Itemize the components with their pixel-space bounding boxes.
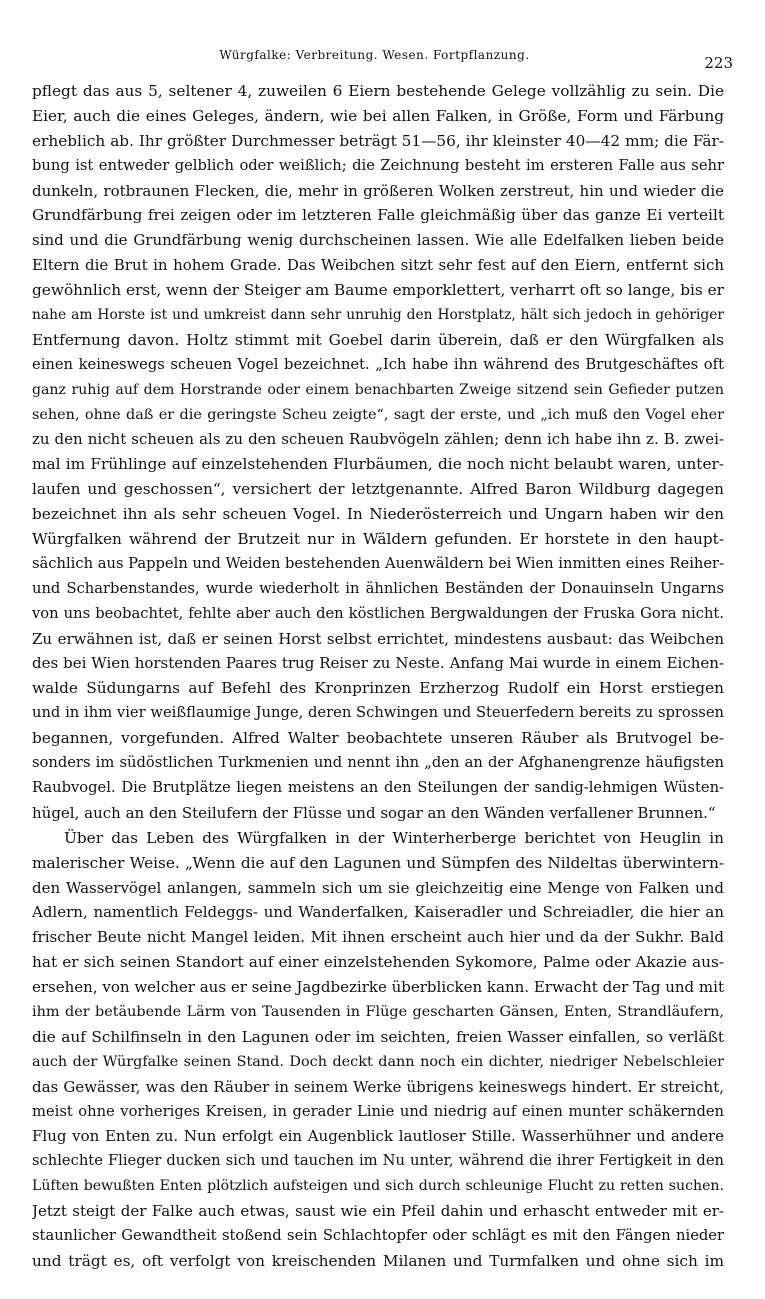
text-line: ihm der betäubende Lärm von Tausenden in Flüge gescharten Gänsen, Enten, Strandläufern, <box>32 1003 724 1020</box>
text-line: malerischer Weise. „Wenn die auf den Lagunen und Sümpfen des Nildeltas überwintern- <box>32 853 724 872</box>
text-line <box>32 1274 724 1299</box>
text-line: Flug von Enten zu. Nun erfolgt ein Augenblick lautloser Stille. Wasserhühner und andere <box>32 1127 724 1146</box>
text-line: schlechte Flieger ducken sich und tauchen im Nu unter, während die ihrer Fertigkeit in den <box>32 1152 724 1170</box>
text-line: Würgfalken während der Brutzeit nur in Wäldern gefunden. Er horstete in den haupt- <box>32 530 724 549</box>
text-line: walde Südungarns auf Befehl des Kronprinzen Erzherzog Rudolf ein Horst erstiegen <box>32 679 724 698</box>
text-line: und trägt es, oft verfolgt von kreischenden Milanen und Turmfalken und ohne sich im <box>32 1251 724 1270</box>
text-line: auch der Würgfalke seinen Stand. Doch deckt dann noch ein dichter, niedriger Nebelschleier <box>32 1053 724 1070</box>
text-line: erheblich ab. Ihr größter Durchmesser beträgt 51—56, ihr kleinster 40—42 mm; die Fär- <box>32 131 724 150</box>
text-line: sächlich aus Pappeln und Weiden bestehenden Auenwäldern bei Wien inmitten eines Reiher- <box>32 554 724 572</box>
text-line: frischer Beute nicht Mangel leiden. Mit ihnen erscheint auch hier und da der Sukhr. Bald <box>32 928 724 947</box>
text-line: sehen, ohne daß er die geringste Scheu zeigte“, sagt der erste, und „ich muß den Vogel eher <box>32 406 724 423</box>
running-header <box>32 40 733 72</box>
text-line: Raubvogel. Die Brutplätze liegen meistens an den Steilungen der sandig-lehmigen Wüsten- <box>32 778 724 796</box>
text-line: und in ihm vier weißflaumige Junge, deren Schwingen und Steuerfedern bereits zu sprossen <box>32 704 724 722</box>
text-line: Entfernung davon. Holtz stimmt mit Goebel darin überein, daß er den Würgfalken als <box>32 330 724 349</box>
text-line: pflegt das aus 5, seltener 4, zuweilen 6 Eiern bestehende Gelege vollzählig zu sein. Die <box>32 82 724 100</box>
body-text <box>32 79 724 1299</box>
text-line: von uns beobachtet, fehlte aber auch den köstlichen Bergwaldungen der Fruska Gora nicht. <box>32 604 724 622</box>
text-line: zu den nicht scheuen als zu den scheuen Raubvögeln zählen; denn ich habe ihn z. B. zwei- <box>32 430 724 449</box>
text-line: mal im Frühlinge auf einzelstehenden Flurbäumen, die noch nicht belaubt waren, unter- <box>32 455 724 474</box>
text-line: Adlern, namentlich Feldeggs- und Wanderfalken, Kaiseradler und Schreiadler, die hier an <box>32 903 724 922</box>
text-line: gewöhnlich erst, wenn der Steiger am Baume emporklettert, verharrt oft so lange, bis er <box>32 281 724 300</box>
text-line: bezeichnet ihn als sehr scheuen Vogel. In Niederösterreich und Ungarn haben wir den <box>32 505 724 524</box>
text-line: sonders im südöstlichen Turkmenien und nennt ihn „den an der Afghanengrenze häufigsten <box>32 754 724 772</box>
text-line: den Wasservögel anlangen, sammeln sich um sie gleichzeitig eine Menge von Falken und <box>32 878 724 897</box>
text-line: dunkeln, rotbraunen Flecken, die, mehr in größeren Wolken zerstreut, hin und wieder die <box>32 181 724 200</box>
text-line: Zu erwähnen ist, daß er seinen Horst selbst errichtet, mindestens ausbaut: das Weibchen <box>32 629 724 648</box>
running-head-title: Würgfalke: Verbreitung. Wesen. Fortpflanzung. <box>219 48 530 62</box>
text-line: des bei Wien horstenden Paares trug Reiser zu Neste. Anfang Mai wurde in einem Eichen- <box>32 654 724 673</box>
text-line: Eier, auch die eines Geleges, ändern, wie bei allen Falken, in Größe, Form und Färbung <box>32 106 724 125</box>
text-line: begannen, vorgefunden. Alfred Walter beobachtete unseren Räuber als Brutvogel be- <box>32 729 724 748</box>
text-line: die auf Schilfinseln in den Lagunen oder im seichten, freien Wasser einfallen, so verläßt <box>32 1027 724 1046</box>
text-line: sind und die Grundfärbung wenig durchscheinen lassen. Wie alle Edelfalken lieben beide <box>32 231 724 250</box>
text-line: und Scharbenstandes, wurde wiederholt in ähnlichen Beständen der Donauinseln Ungarns <box>32 579 724 597</box>
text-line: Lüften bewußten Enten plötzlich aufsteigen und sich durch schleunige Flucht zu retten suchen. <box>32 1178 724 1195</box>
paragraph-end-line: hügel, auch an den Steilufern der Flüsse und sogar an den Wänden verfallener Brunnen.“ <box>32 803 716 822</box>
text-line: Jetzt steigt der Falke auch etwas, saust wie ein Pfeil dahin und erhascht entweder mit er- <box>32 1202 724 1221</box>
text-line: staunlicher Gewandtheit stoßend sein Schlachtopfer oder schlägt es mit den Fängen nieder <box>32 1226 724 1244</box>
text-line: Grundfärbung frei zeigen oder im letzteren Falle gleichmäßig über das ganze Ei verteilt <box>32 206 724 225</box>
text-line: einen keineswegs scheuen Vogel bezeichnet. „Ich habe ihn während des Brutgeschäftes oft <box>32 355 724 373</box>
text-line: meist ohne vorheriges Kreisen, in gerader Linie und niedrig auf einen munter schäkernden <box>32 1102 724 1120</box>
text-line: das Gewässer, was den Räuber in seinem Werke übrigens keineswegs hindert. Er streicht, <box>32 1077 724 1096</box>
page-number: 223 <box>704 54 733 72</box>
text-line: nahe am Horste ist und umkreist dann sehr unruhig den Horstplatz, hält sich jedoch in gehöriger <box>32 307 724 324</box>
paragraph-start-line: Über das Leben des Würgfalken in der Winterherberge berichtet von Heuglin in <box>64 828 724 847</box>
text-line: laufen und geschossen“, versichert der letztgenannte. Alfred Baron Wildburg dagegen <box>32 480 724 499</box>
text-line: ersehen, von welcher aus er seine Jagdbezirke überblicken kann. Erwacht der Tag und mit <box>32 978 724 997</box>
text-line: hat er sich seinen Standort auf einer einzelstehenden Sykomore, Palme oder Akazie aus- <box>32 953 724 972</box>
text-line: ganz ruhig auf dem Horstrande oder einem benachbarten Zweige sitzend sein Gefieder putzen <box>32 381 724 398</box>
text-line: Eltern die Brut in hohem Grade. Das Weibchen sitzt sehr fest auf den Eiern, entfernt sich <box>32 256 724 275</box>
text-line: bung ist entweder gelblich oder weißlich; die Zeichnung besteht im ersteren Falle aus sehr <box>32 156 724 174</box>
